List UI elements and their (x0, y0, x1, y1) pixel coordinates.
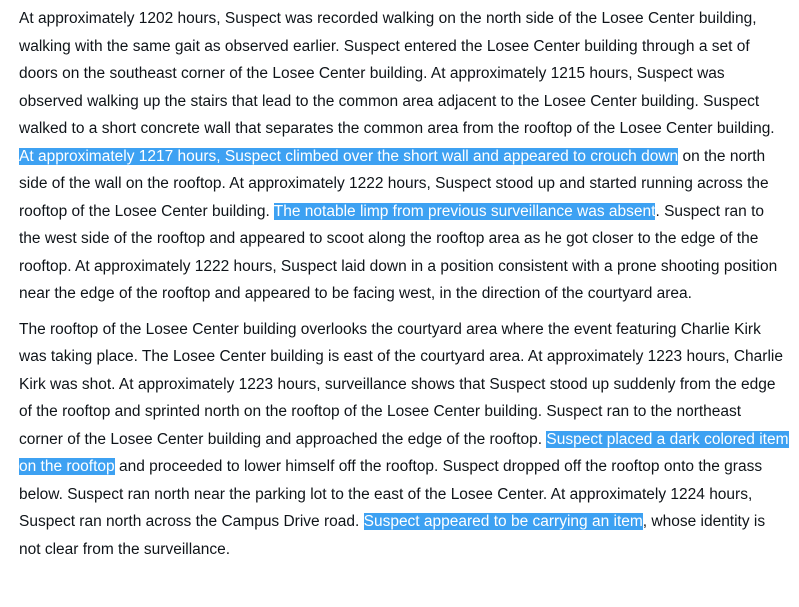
document-body (19, 5, 789, 571)
text-segment: . Suspect ran to the west side of the rooftop and appeared to scoot along the rooftop area as he got closer to the edge of the rooftop. At approximately 1222 hours, Suspect laid down in a position consistent with a prone shooting position near the edge of the rooftop and appeared to be facing west, in the direction of the courtyard area. (19, 202, 778, 302)
paragraph-rooftop-approach (19, 5, 789, 308)
highlighted-text-segment: The notable limp from previous surveillance was absent (273, 202, 656, 220)
highlighted-text-segment: At approximately 1217 hours, Suspect climbed over the short wall and appeared to crouch down (19, 147, 679, 165)
text-segment: At approximately 1202 hours, Suspect was recorded walking on the north side of the Losee Center building, walking with the same gait as observed earlier. Suspect entered the Losee Center building through a set of doors on the southeast corner of the Losee Center building. At approximately 1215 hours, Suspect was observed walking up the stairs that lead to the common area adjacent to the Losee Center building. Suspect walked to a short concrete wall that separates the common area from the rooftop of the Losee Center building. (19, 10, 775, 137)
text-segment: and proceeded to lower himself off the rooftop. Suspect dropped off the rooftop onto the grass below. Suspect ran north near the parking lot to the east of the Losee Center. At approximately 1224 hours, Suspect ran north across the Campus Drive road. (19, 458, 763, 530)
text-segment: , whose identity is not clear from the surveillance. (19, 513, 766, 558)
highlighted-text-segment: Suspect appeared to be carrying an item (363, 513, 643, 530)
text-segment: on the north side of the wall on the rooftop. At approximately 1222 hours, Suspect stood up and started running across the rooftop of the Losee Center building. (19, 147, 769, 220)
paragraph-rooftop-escape (19, 316, 789, 564)
highlighted-text-segment: Suspect placed a dark colored item on the rooftop (19, 430, 789, 475)
text-segment: The rooftop of the Losee Center building overlooks the courtyard area where the event featuring Charlie Kirk was taking place. The Losee Center building is east of the courtyard area. At approximately 1223 hours, Charlie Kirk was shot. At approximately 1223 hours, surveillance shows that Suspect stood up suddenly from the edge of the rooftop and sprinted north on the rooftop of the Losee Center building. Suspect ran to the northeast corner of the Losee Center building and approached the edge of the rooftop. (19, 320, 783, 448)
